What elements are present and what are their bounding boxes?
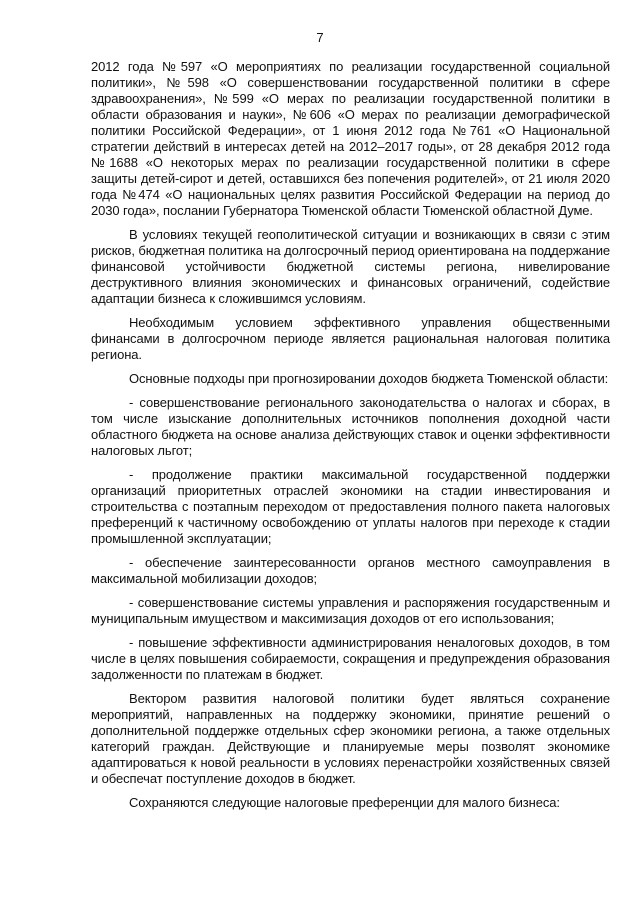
list-item-non-tax-income: - повышение эффективности администрирования неналоговых доходов, в том числе в целях повышения собираемости, сокращения и предупреждения образования задолженности по платежам в бюджет.	[91, 635, 610, 682]
document-body	[91, 59, 610, 819]
list-item-state-support: - продолжение практики максимальной государственной поддержки организаций приоритетных отраслей экономики на стадии инвестирования и строительства с поэтапным переходом от предоставления полного пакета налоговых преференций к частичному освобождению от уплаты налогов при переходе к стадии промышленной эксплуатации;	[91, 467, 610, 546]
paragraph-forecast-approaches: Основные подходы при прогнозировании доходов бюджета Тюменской области:	[129, 371, 609, 386]
list-item-legislation: - совершенствование регионального законодательства о налогах и сборах, в том числе изыскание дополнительных источников пополнения доходной части областного бюджета на основе анализа действующих ставок и оценки эффективности налоговых льгот;	[91, 395, 610, 458]
paragraph-budget-policy: В условиях текущей геополитической ситуации и возникающих в связи с этим рисков, бюджетная политика на долгосрочный период ориентирована на поддержание финансовой устойчивости бюджетной системы региона, нивелирование деструктивного влияния экономических и финансовых ограничений, содействие адаптации бизнеса к сложившимся условиям.	[91, 227, 610, 306]
paragraph-tax-policy: Необходимым условием эффективного управления общественными финансами в долгосрочном периоде является рациональная налоговая политика региона.	[91, 315, 610, 362]
page-number: 7	[316, 30, 324, 45]
paragraph-small-business: Сохраняются следующие налоговые преференции для малого бизнеса:	[129, 795, 560, 810]
list-item-property-management: - совершенствование системы управления и распоряжения государственным и муниципальным имуществом и максимизация доходов от его использования;	[91, 595, 610, 626]
paragraph-decree-list: 2012 года №597 «О мероприятиях по реализации государственной социальной политики», №598 «О совершенствовании государственной политики в сфере здравоохранения», №599 «О мерах по реализации государственной политики в области образования и науки», №606 «О мерах по реализации демографической политики Российской Федерации», от 1 июня 2012 года №761 «О Национальной стратегии действий в интересах детей на 2012–2017 годы», от 28 декабря 2012 года №1688 «О некоторых мерах по реализации государственной политики в сфере защиты детей-сирот и детей, оставшихся без попечения родителей», от 21 июля 2020 года №474 «О национальных целях развития Российской Федерации на период до 2030 года», послании Губернатора Тюменской области Тюменской областной Думе.	[91, 59, 610, 218]
list-item-local-government: - обеспечение заинтересованности органов местного самоуправления в максимальной мобилизации доходов;	[91, 555, 610, 586]
paragraph-tax-vector: Вектором развития налоговой политики будет являться сохранение мероприятий, направленных на поддержку экономики, принятие решений о дополнительной поддержке отдельных сфер экономики региона, а также отдельных категорий граждан. Действующие и планируемые меры позволят экономике адаптироваться к новой реальности в условиях перенастройки хозяйственных связей и обеспечат поступление доходов в бюджет.	[91, 691, 610, 786]
